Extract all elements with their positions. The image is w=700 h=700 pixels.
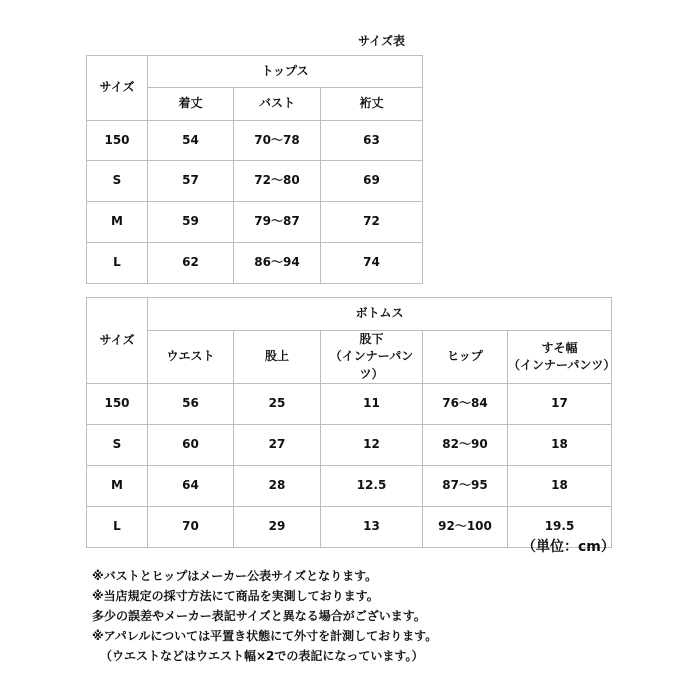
bottoms-col-header (423, 331, 508, 384)
notes (92, 566, 437, 666)
note-line: ※バストとヒップはメーカー公表サイズとなります。 (92, 569, 378, 583)
col-header-line1: ウエスト (166, 349, 215, 364)
size-label: M (87, 202, 148, 243)
bottoms-size-table (86, 297, 616, 548)
table-cell: 18 (508, 466, 612, 507)
table-cell: 13 (321, 507, 423, 548)
tops-col-header: 裄丈 (321, 88, 423, 121)
bottoms-group-header: ボトムス (148, 298, 612, 331)
col-header-line1: ヒップ (447, 349, 483, 364)
table-row (87, 161, 423, 202)
table-cell: 17 (508, 384, 612, 425)
table-row (87, 466, 612, 507)
col-header-line1: すそ幅 (541, 340, 578, 355)
page-title: サイズ表 (358, 34, 406, 48)
table-cell: 54 (148, 121, 234, 161)
size-label: S (87, 161, 148, 202)
table-cell: 69 (321, 161, 423, 202)
size-label: L (87, 507, 148, 548)
table-row (87, 425, 612, 466)
table-row (87, 202, 423, 243)
table-cell: 64 (148, 466, 234, 507)
note-line: （ウエストなどはウエスト幅×2での表記になっています。） (100, 649, 424, 663)
table-cell: 62 (148, 243, 234, 284)
table-cell: 12.5 (321, 466, 423, 507)
table-cell: 29 (234, 507, 321, 548)
table-row (87, 121, 423, 161)
table-cell: 11 (321, 384, 423, 425)
note-line: ※アパレルについては平置き状態にて外寸を計測しております。 (92, 629, 438, 643)
tops-col-header: バスト (234, 88, 321, 121)
bottoms-col-header (321, 331, 423, 384)
bottoms-col-header (508, 331, 616, 384)
col-header-line1: 股下 (359, 332, 384, 346)
table-cell: 28 (234, 466, 321, 507)
col-header-line1: 股上 (264, 349, 289, 364)
tops-size-header: サイズ (87, 56, 148, 121)
table-cell: 25 (234, 384, 321, 425)
table-cell: 18 (508, 425, 612, 466)
table-cell: 72 (321, 202, 423, 243)
bottoms-col-header (148, 331, 234, 384)
table-cell: 19.5 (508, 507, 612, 548)
table-cell: 70～78 (234, 121, 321, 161)
table-cell: 76～84 (423, 384, 508, 425)
size-label: L (87, 243, 148, 284)
bottoms-col-header (234, 331, 321, 384)
col-header-line2: （インナーパンツ） (508, 358, 616, 373)
table-cell: 63 (321, 121, 423, 161)
table-cell: 82～90 (423, 425, 508, 466)
size-label: S (87, 425, 148, 466)
table-cell: 27 (234, 425, 321, 466)
table-row (87, 243, 423, 284)
table-cell: 92～100 (423, 507, 508, 548)
note-line: 多少の誤差やメーカー表記サイズと異なる場合がございます。 (92, 609, 426, 623)
table-cell: 86～94 (234, 243, 321, 284)
unit-label: （単位：cm） (522, 539, 615, 555)
bottoms-size-header: サイズ (87, 298, 148, 384)
table-cell: 70 (148, 507, 234, 548)
table-cell: 87～95 (423, 466, 508, 507)
note-line: ※当店規定の採寸方法にて商品を実測しております。 (92, 589, 379, 603)
table-cell: 12 (321, 425, 423, 466)
table-cell: 60 (148, 425, 234, 466)
tops-col-header: 着丈 (148, 88, 234, 121)
table-row (87, 384, 612, 425)
table-cell: 79～87 (234, 202, 321, 243)
col-header-line2: （インナーパンツ） (329, 349, 414, 381)
tops-size-table (86, 55, 423, 284)
table-cell: 74 (321, 243, 423, 284)
tops-group-header: トップス (148, 56, 423, 88)
table-cell: 57 (148, 161, 234, 202)
size-label: 150 (87, 384, 148, 425)
table-cell: 56 (148, 384, 234, 425)
table-cell: 59 (148, 202, 234, 243)
size-label: M (87, 466, 148, 507)
size-label: 150 (87, 121, 148, 161)
table-cell: 72～80 (234, 161, 321, 202)
